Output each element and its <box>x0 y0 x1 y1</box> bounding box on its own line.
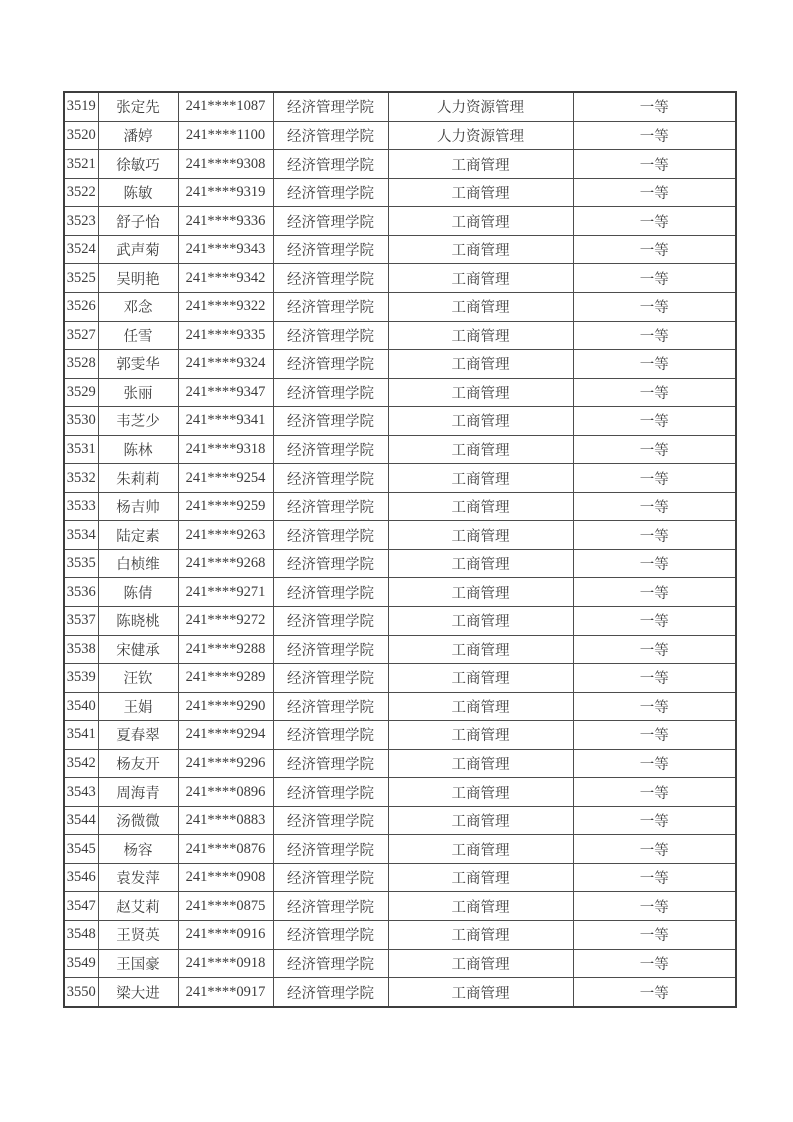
student-name: 张丽 <box>98 378 178 407</box>
row-number: 3550 <box>64 978 98 1007</box>
college: 经济管理学院 <box>273 863 388 892</box>
college: 经济管理学院 <box>273 207 388 236</box>
row-number: 3542 <box>64 749 98 778</box>
major: 工商管理 <box>388 178 573 207</box>
row-number: 3536 <box>64 578 98 607</box>
college: 经济管理学院 <box>273 521 388 550</box>
award-list-table <box>63 91 737 1008</box>
table-row <box>64 207 736 236</box>
award-level: 一等 <box>573 721 736 750</box>
row-number: 3538 <box>64 635 98 664</box>
award-level: 一等 <box>573 606 736 635</box>
masked-id: 241****9289 <box>178 664 273 693</box>
major: 工商管理 <box>388 892 573 921</box>
award-level: 一等 <box>573 150 736 179</box>
major: 工商管理 <box>388 350 573 379</box>
student-name: 任雪 <box>98 321 178 350</box>
row-number: 3524 <box>64 235 98 264</box>
college: 经济管理学院 <box>273 664 388 693</box>
college: 经济管理学院 <box>273 806 388 835</box>
masked-id: 241****9347 <box>178 378 273 407</box>
college: 经济管理学院 <box>273 606 388 635</box>
major: 工商管理 <box>388 264 573 293</box>
award-level: 一等 <box>573 521 736 550</box>
masked-id: 241****1087 <box>178 92 273 121</box>
college: 经济管理学院 <box>273 778 388 807</box>
student-name: 王贤英 <box>98 921 178 950</box>
student-name: 韦芝少 <box>98 407 178 436</box>
student-name: 陈林 <box>98 435 178 464</box>
table-row <box>64 749 736 778</box>
masked-id: 241****0918 <box>178 949 273 978</box>
student-name: 梁大进 <box>98 978 178 1007</box>
masked-id: 241****9324 <box>178 350 273 379</box>
major: 工商管理 <box>388 606 573 635</box>
award-level: 一等 <box>573 321 736 350</box>
college: 经济管理学院 <box>273 178 388 207</box>
college: 经济管理学院 <box>273 492 388 521</box>
masked-id: 241****9263 <box>178 521 273 550</box>
row-number: 3535 <box>64 549 98 578</box>
table-row <box>64 778 736 807</box>
major: 工商管理 <box>388 521 573 550</box>
major: 工商管理 <box>388 692 573 721</box>
row-number: 3520 <box>64 121 98 150</box>
student-name: 吴明艳 <box>98 264 178 293</box>
row-number: 3523 <box>64 207 98 236</box>
student-name: 潘婷 <box>98 121 178 150</box>
college: 经济管理学院 <box>273 350 388 379</box>
row-number: 3537 <box>64 606 98 635</box>
award-level: 一等 <box>573 549 736 578</box>
major: 工商管理 <box>388 235 573 264</box>
college: 经济管理学院 <box>273 921 388 950</box>
masked-id: 241****9336 <box>178 207 273 236</box>
award-level: 一等 <box>573 378 736 407</box>
masked-id: 241****9272 <box>178 606 273 635</box>
student-name: 杨友开 <box>98 749 178 778</box>
major: 人力资源管理 <box>388 92 573 121</box>
college: 经济管理学院 <box>273 578 388 607</box>
major: 工商管理 <box>388 778 573 807</box>
college: 经济管理学院 <box>273 435 388 464</box>
award-list-body <box>64 92 736 1007</box>
major: 工商管理 <box>388 292 573 321</box>
row-number: 3549 <box>64 949 98 978</box>
table-row <box>64 407 736 436</box>
award-level: 一等 <box>573 863 736 892</box>
college: 经济管理学院 <box>273 635 388 664</box>
masked-id: 241****9294 <box>178 721 273 750</box>
major: 工商管理 <box>388 207 573 236</box>
table-row <box>64 292 736 321</box>
row-number: 3527 <box>64 321 98 350</box>
college: 经济管理学院 <box>273 549 388 578</box>
student-name: 王国豪 <box>98 949 178 978</box>
major: 工商管理 <box>388 635 573 664</box>
table-row <box>64 92 736 121</box>
major: 工商管理 <box>388 549 573 578</box>
table-row <box>64 921 736 950</box>
masked-id: 241****9343 <box>178 235 273 264</box>
major: 工商管理 <box>388 921 573 950</box>
student-name: 徐敏巧 <box>98 150 178 179</box>
award-level: 一等 <box>573 435 736 464</box>
award-level: 一等 <box>573 121 736 150</box>
masked-id: 241****9319 <box>178 178 273 207</box>
major: 工商管理 <box>388 664 573 693</box>
row-number: 3534 <box>64 521 98 550</box>
row-number: 3533 <box>64 492 98 521</box>
college: 经济管理学院 <box>273 121 388 150</box>
major: 工商管理 <box>388 978 573 1007</box>
major: 工商管理 <box>388 378 573 407</box>
masked-id: 241****0883 <box>178 806 273 835</box>
award-level: 一等 <box>573 292 736 321</box>
table-row <box>64 863 736 892</box>
student-name: 武声菊 <box>98 235 178 264</box>
student-name: 朱莉莉 <box>98 464 178 493</box>
student-name: 杨吉帅 <box>98 492 178 521</box>
student-name: 夏春翠 <box>98 721 178 750</box>
college: 经济管理学院 <box>273 721 388 750</box>
award-level: 一等 <box>573 407 736 436</box>
row-number: 3529 <box>64 378 98 407</box>
table-row <box>64 892 736 921</box>
college: 经济管理学院 <box>273 378 388 407</box>
masked-id: 241****9335 <box>178 321 273 350</box>
award-level: 一等 <box>573 749 736 778</box>
college: 经济管理学院 <box>273 321 388 350</box>
award-level: 一等 <box>573 578 736 607</box>
major: 工商管理 <box>388 721 573 750</box>
award-level: 一等 <box>573 806 736 835</box>
table-row <box>64 321 736 350</box>
major: 工商管理 <box>388 949 573 978</box>
award-level: 一等 <box>573 949 736 978</box>
row-number: 3528 <box>64 350 98 379</box>
masked-id: 241****9271 <box>178 578 273 607</box>
table-row <box>64 464 736 493</box>
row-number: 3539 <box>64 664 98 693</box>
masked-id: 241****9254 <box>178 464 273 493</box>
masked-id: 241****9288 <box>178 635 273 664</box>
table-row <box>64 178 736 207</box>
row-number: 3532 <box>64 464 98 493</box>
major: 工商管理 <box>388 806 573 835</box>
major: 工商管理 <box>388 321 573 350</box>
masked-id: 241****9341 <box>178 407 273 436</box>
row-number: 3541 <box>64 721 98 750</box>
row-number: 3543 <box>64 778 98 807</box>
table-row <box>64 635 736 664</box>
table-row <box>64 264 736 293</box>
masked-id: 241****0896 <box>178 778 273 807</box>
student-name: 赵艾莉 <box>98 892 178 921</box>
college: 经济管理学院 <box>273 892 388 921</box>
college: 经济管理学院 <box>273 292 388 321</box>
student-name: 舒子怡 <box>98 207 178 236</box>
college: 经济管理学院 <box>273 92 388 121</box>
student-name: 汤微微 <box>98 806 178 835</box>
table-row <box>64 150 736 179</box>
award-level: 一等 <box>573 835 736 864</box>
college: 经济管理学院 <box>273 978 388 1007</box>
student-name: 汪钦 <box>98 664 178 693</box>
award-level: 一等 <box>573 264 736 293</box>
masked-id: 241****1100 <box>178 121 273 150</box>
major: 工商管理 <box>388 578 573 607</box>
table-row <box>64 606 736 635</box>
row-number: 3526 <box>64 292 98 321</box>
student-name: 白桢维 <box>98 549 178 578</box>
masked-id: 241****0917 <box>178 978 273 1007</box>
college: 经济管理学院 <box>273 264 388 293</box>
row-number: 3540 <box>64 692 98 721</box>
award-level: 一等 <box>573 635 736 664</box>
award-level: 一等 <box>573 464 736 493</box>
masked-id: 241****9290 <box>178 692 273 721</box>
masked-id: 241****9318 <box>178 435 273 464</box>
student-name: 周海青 <box>98 778 178 807</box>
masked-id: 241****9296 <box>178 749 273 778</box>
student-name: 杨容 <box>98 835 178 864</box>
student-name: 郭雯华 <box>98 350 178 379</box>
college: 经济管理学院 <box>273 407 388 436</box>
college: 经济管理学院 <box>273 835 388 864</box>
major: 工商管理 <box>388 492 573 521</box>
college: 经济管理学院 <box>273 235 388 264</box>
row-number: 3547 <box>64 892 98 921</box>
table-row <box>64 721 736 750</box>
masked-id: 241****9322 <box>178 292 273 321</box>
table-row <box>64 664 736 693</box>
student-name: 陈敏 <box>98 178 178 207</box>
student-name: 陈倩 <box>98 578 178 607</box>
major: 工商管理 <box>388 464 573 493</box>
table-row <box>64 549 736 578</box>
row-number: 3521 <box>64 150 98 179</box>
table-row <box>64 121 736 150</box>
masked-id: 241****9308 <box>178 150 273 179</box>
table-row <box>64 978 736 1007</box>
award-level: 一等 <box>573 921 736 950</box>
major: 工商管理 <box>388 835 573 864</box>
college: 经济管理学院 <box>273 949 388 978</box>
table-row <box>64 492 736 521</box>
table-row <box>64 521 736 550</box>
award-level: 一等 <box>573 207 736 236</box>
masked-id: 241****0908 <box>178 863 273 892</box>
major: 工商管理 <box>388 435 573 464</box>
masked-id: 241****9268 <box>178 549 273 578</box>
major: 工商管理 <box>388 749 573 778</box>
row-number: 3546 <box>64 863 98 892</box>
major: 工商管理 <box>388 150 573 179</box>
student-name: 邓念 <box>98 292 178 321</box>
row-number: 3522 <box>64 178 98 207</box>
table-row <box>64 806 736 835</box>
award-level: 一等 <box>573 892 736 921</box>
student-name: 宋健承 <box>98 635 178 664</box>
award-level: 一等 <box>573 350 736 379</box>
masked-id: 241****9342 <box>178 264 273 293</box>
award-level: 一等 <box>573 178 736 207</box>
award-level: 一等 <box>573 692 736 721</box>
masked-id: 241****9259 <box>178 492 273 521</box>
major: 工商管理 <box>388 407 573 436</box>
award-level: 一等 <box>573 492 736 521</box>
table-row <box>64 949 736 978</box>
award-level: 一等 <box>573 92 736 121</box>
masked-id: 241****0875 <box>178 892 273 921</box>
award-level: 一等 <box>573 235 736 264</box>
college: 经济管理学院 <box>273 464 388 493</box>
student-name: 袁发萍 <box>98 863 178 892</box>
table-row <box>64 378 736 407</box>
row-number: 3548 <box>64 921 98 950</box>
masked-id: 241****0876 <box>178 835 273 864</box>
row-number: 3525 <box>64 264 98 293</box>
major: 工商管理 <box>388 863 573 892</box>
college: 经济管理学院 <box>273 692 388 721</box>
student-name: 王娟 <box>98 692 178 721</box>
student-name: 张定先 <box>98 92 178 121</box>
college: 经济管理学院 <box>273 150 388 179</box>
row-number: 3545 <box>64 835 98 864</box>
table-row <box>64 435 736 464</box>
row-number: 3530 <box>64 407 98 436</box>
table-row <box>64 835 736 864</box>
major: 人力资源管理 <box>388 121 573 150</box>
award-level: 一等 <box>573 664 736 693</box>
table-row <box>64 235 736 264</box>
table-row <box>64 350 736 379</box>
row-number: 3531 <box>64 435 98 464</box>
row-number: 3519 <box>64 92 98 121</box>
student-name: 陆定素 <box>98 521 178 550</box>
masked-id: 241****0916 <box>178 921 273 950</box>
award-level: 一等 <box>573 778 736 807</box>
row-number: 3544 <box>64 806 98 835</box>
student-name: 陈晓桃 <box>98 606 178 635</box>
award-level: 一等 <box>573 978 736 1007</box>
college: 经济管理学院 <box>273 749 388 778</box>
table-row <box>64 578 736 607</box>
table-row <box>64 692 736 721</box>
